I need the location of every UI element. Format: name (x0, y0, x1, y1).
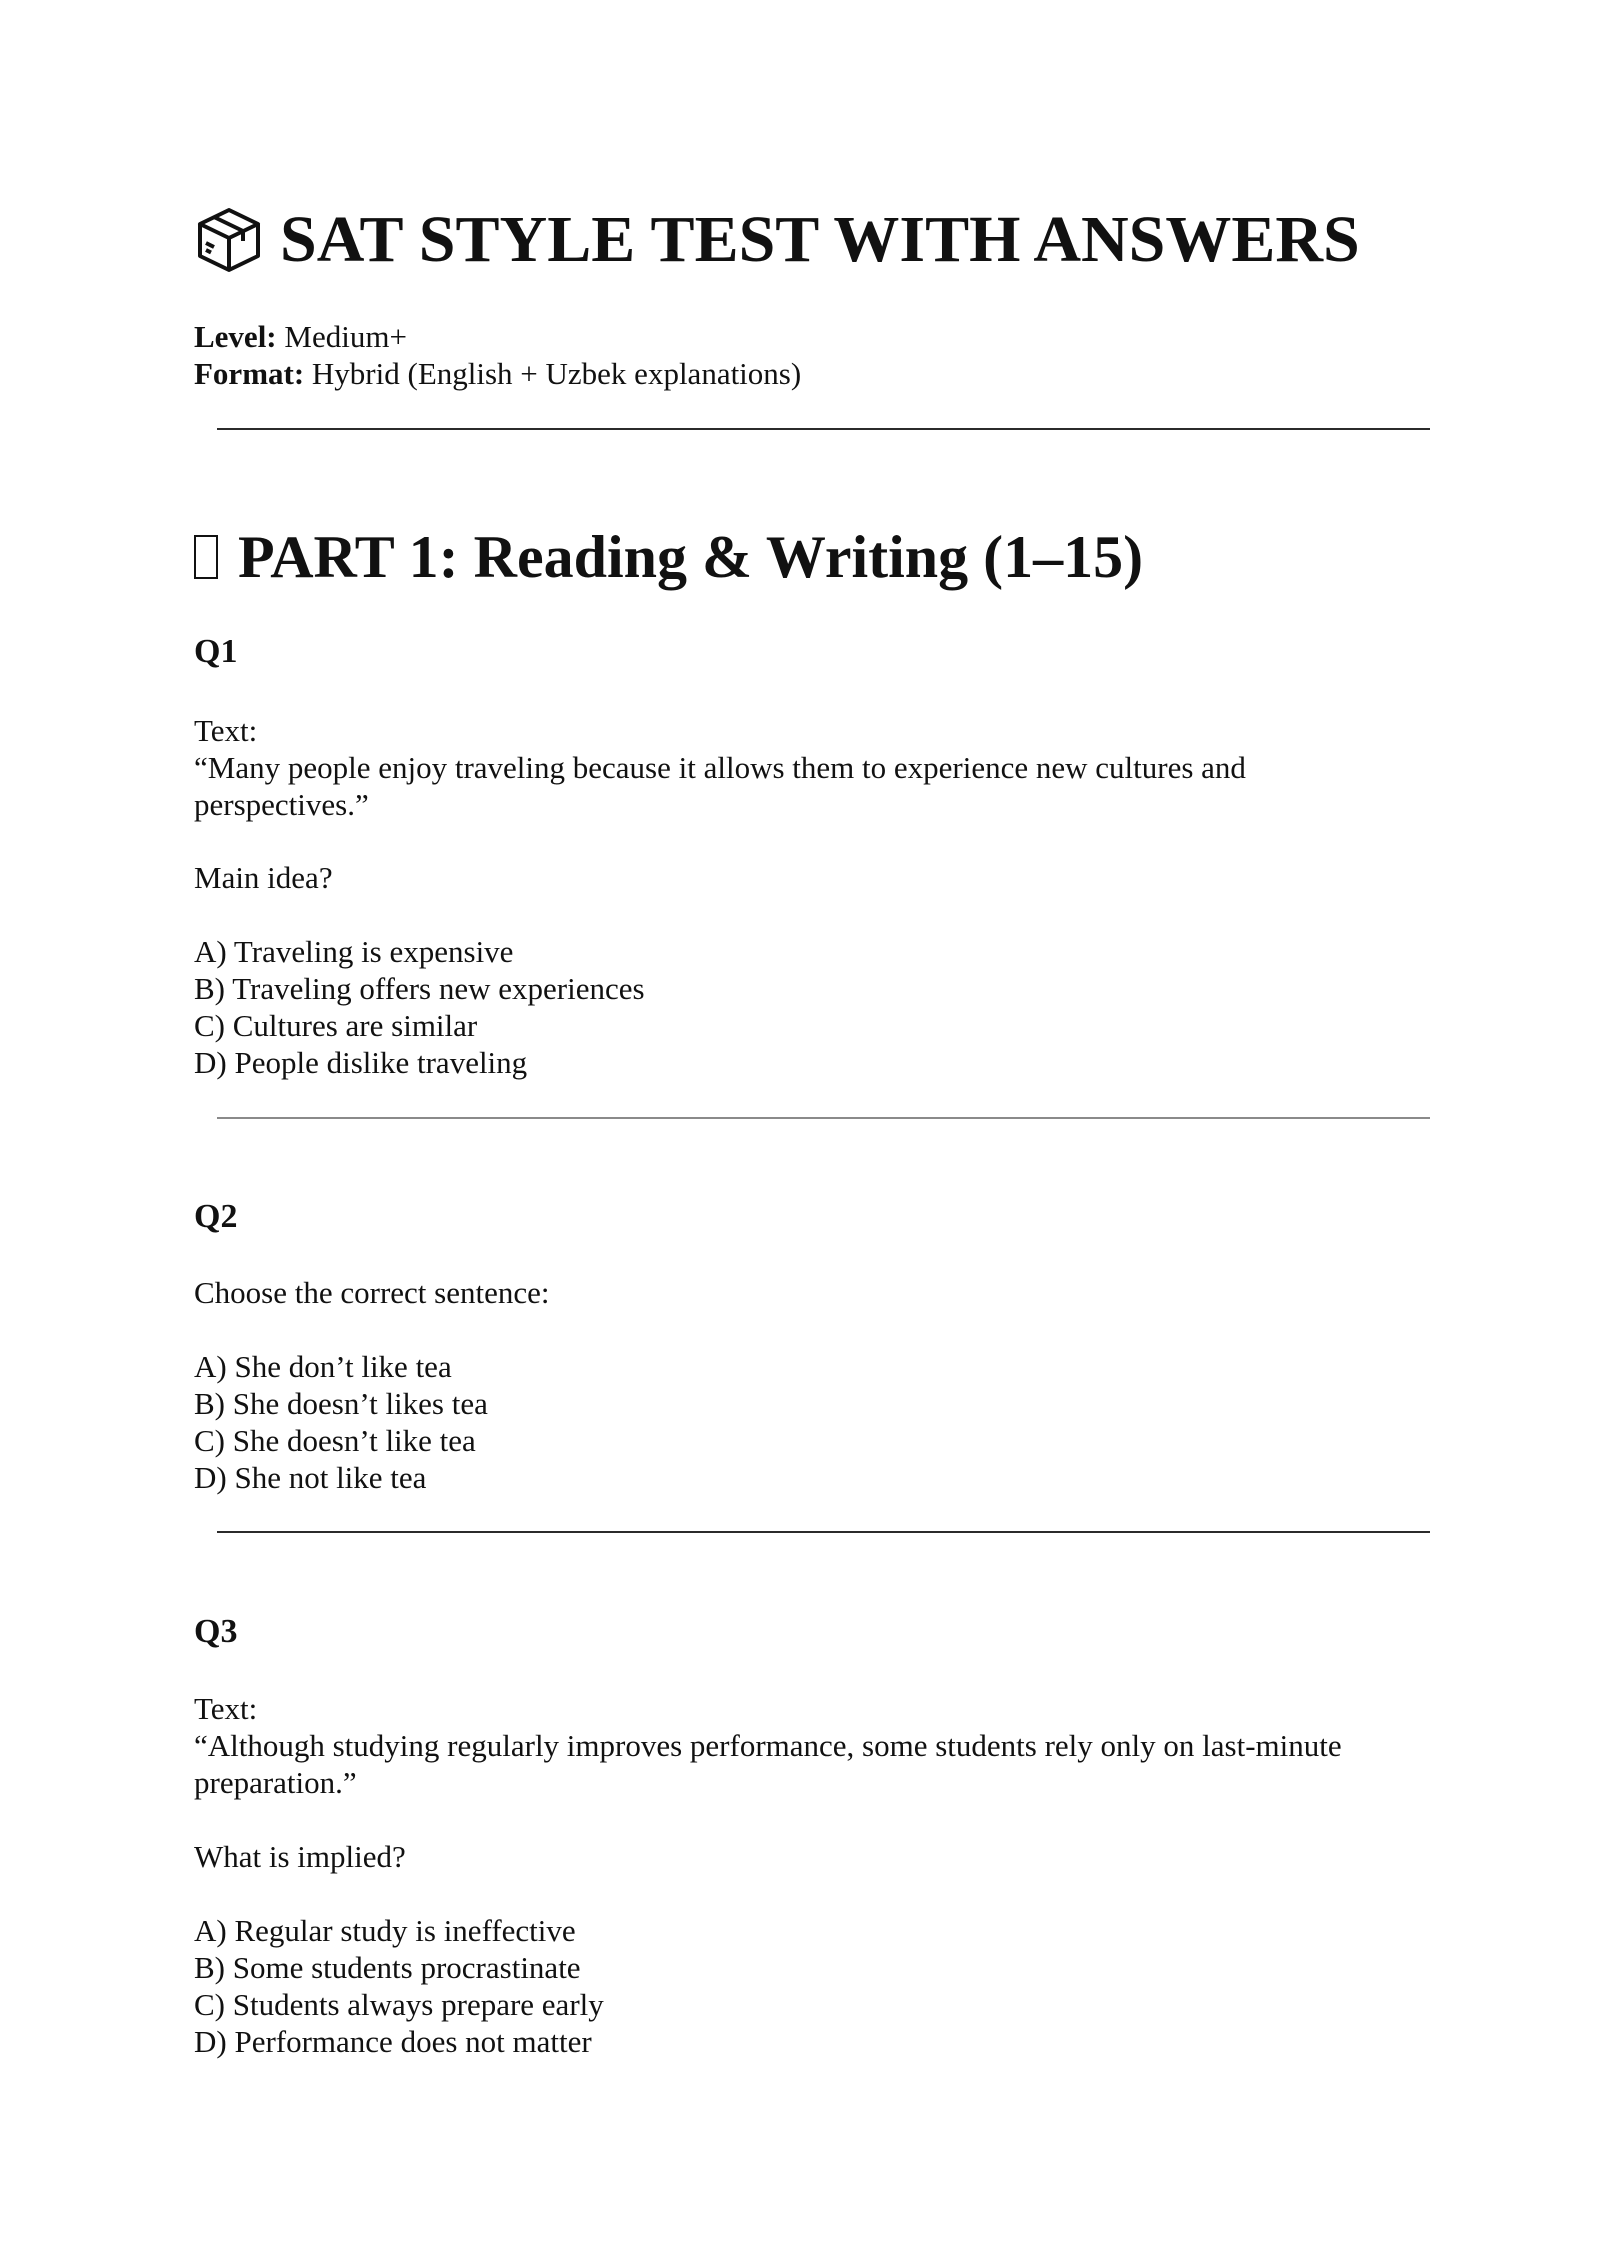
divider (217, 428, 1430, 430)
q1-option-a: A) Traveling is expensive (194, 934, 514, 969)
q3-prompt: What is implied? (194, 1839, 406, 1874)
question-label-q3: Q3 (194, 1613, 238, 1650)
q1-text-label: Text: (194, 713, 258, 748)
title-text: SAT STYLE TEST WITH ANSWERS (280, 203, 1360, 276)
part-heading (194, 517, 1143, 597)
package-box-icon (194, 205, 264, 275)
q3-passage-line: “Although studying regularly improves performance, some students rely only on last-minute (194, 1728, 1342, 1763)
level-line (194, 318, 407, 356)
q3-option-d: D) Performance does not matter (194, 2024, 592, 2059)
q1-option-c: C) Cultures are similar (194, 1008, 478, 1043)
level-label: Level: (194, 319, 277, 354)
q3-option-a: A) Regular study is ineffective (194, 1913, 576, 1948)
divider (217, 1117, 1430, 1119)
q3-option-c: C) Students always prepare early (194, 1987, 604, 2022)
page-title (194, 200, 1360, 280)
divider (217, 1531, 1430, 1533)
q3-text-label: Text: (194, 1691, 258, 1726)
format-value: Hybrid (English + Uzbek explanations) (311, 356, 802, 391)
level-value: Medium+ (284, 319, 407, 354)
q1-option-d: D) People dislike traveling (194, 1045, 528, 1080)
q2-prompt: Choose the correct sentence: (194, 1275, 550, 1310)
q3-option-b: B) Some students procrastinate (194, 1950, 581, 1985)
q1-passage-line: perspectives.” (194, 787, 369, 822)
q2-option-b: B) She doesn’t likes tea (194, 1386, 488, 1421)
missing-glyph-icon (194, 535, 218, 579)
question-label-q2: Q2 (194, 1198, 238, 1235)
q1-passage-line: “Many people enjoy traveling because it allows them to experience new cultures and (194, 750, 1246, 785)
q1-option-b: B) Traveling offers new experiences (194, 971, 645, 1006)
question-label-q1: Q1 (194, 633, 238, 670)
format-line (194, 355, 801, 393)
format-label: Format: (194, 356, 305, 391)
q1-prompt: Main idea? (194, 860, 333, 895)
part-heading-text: PART 1: Reading & Writing (1–15) (238, 524, 1144, 590)
q2-option-c: C) She doesn’t like tea (194, 1423, 476, 1458)
q3-passage-line: preparation.” (194, 1765, 357, 1800)
q2-option-a: A) She don’t like tea (194, 1349, 452, 1384)
q2-option-d: D) She not like tea (194, 1460, 427, 1495)
